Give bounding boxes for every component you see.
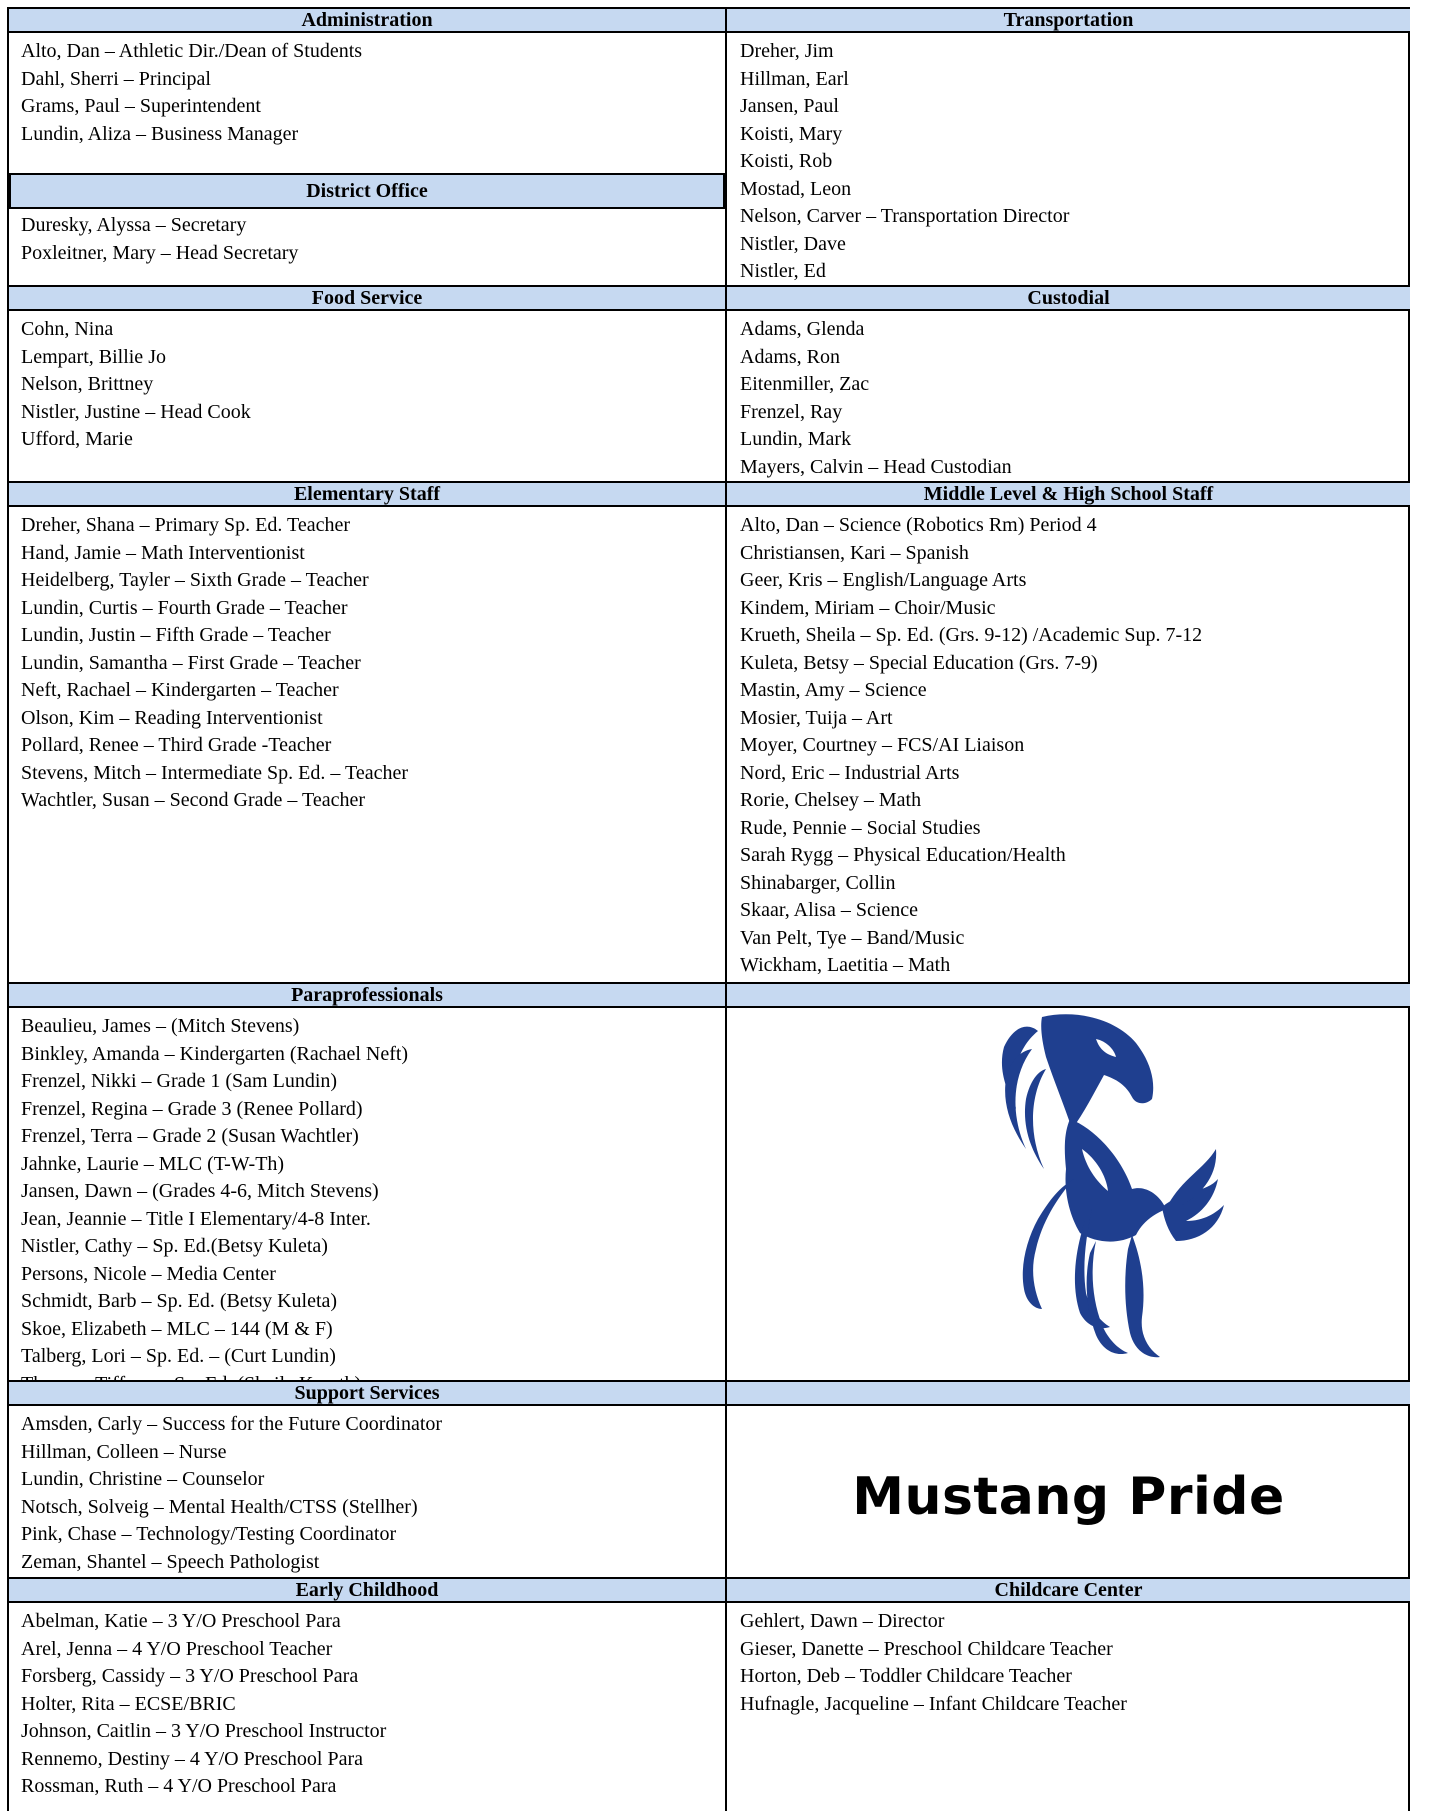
- section-header-middle-high-staff: Middle Level & High School Staff: [727, 481, 1410, 507]
- list-item: Frenzel, Nikki – Grade 1 (Sam Lundin): [21, 1070, 338, 1092]
- list-item: Lundin, Mark: [740, 428, 852, 450]
- list-item: Skaar, Alisa – Science: [740, 899, 919, 921]
- list-item: Wickham, Laetitia – Math: [740, 954, 951, 976]
- list-item: Lempart, Billie Jo: [21, 345, 166, 368]
- list-item: Notsch, Solveig – Mental Health/CTSS (Stellher): [21, 1495, 418, 1518]
- mustang-logo: [946, 1009, 1226, 1364]
- middle-high-staff-list: [740, 512, 1202, 980]
- section-header-district-office: District Office: [9, 173, 725, 209]
- list-item: Forsberg, Cassidy – 3 Y/O Preschool Para: [21, 1665, 359, 1687]
- list-item: Moyer, Courtney – FCS/AI Liaison: [740, 734, 1025, 756]
- list-item: Geer, Kris – English/Language Arts: [740, 569, 1027, 591]
- section-header-early-childhood: Early Childhood: [9, 1577, 725, 1603]
- list-item: Christiansen, Kari – Spanish: [740, 541, 969, 564]
- list-item: Nistler, Ed: [740, 260, 826, 282]
- list-item: Gehlert, Dawn – Director: [740, 1610, 945, 1632]
- list-item: Nistler, Cathy – Sp. Ed.(Betsy Kuleta): [21, 1235, 328, 1257]
- list-item: Koisti, Mary: [740, 122, 843, 145]
- list-item: Duresky, Alyssa – Secretary: [21, 214, 247, 236]
- district-office-list: [21, 212, 298, 267]
- list-item: Jansen, Paul: [740, 95, 839, 117]
- list-item: Nistler, Justine – Head Cook: [21, 400, 251, 423]
- list-item: Persons, Nicole – Media Center: [21, 1262, 276, 1285]
- list-item: Rennemo, Destiny – 4 Y/O Preschool Para: [21, 1747, 363, 1770]
- list-item: Van Pelt, Tye – Band/Music: [740, 926, 965, 949]
- section-header-support-services: Support Services: [9, 1380, 725, 1406]
- list-item: Binkley, Amanda – Kindergarten (Rachael Neft): [21, 1042, 409, 1065]
- list-item: Krueth, Sheila – Sp. Ed. (Grs. 9-12) /Academic Sup. 7-12: [740, 624, 1203, 646]
- list-item: Rorie, Chelsey – Math: [740, 789, 922, 811]
- list-item: Alto, Dan – Science (Robotics Rm) Period 4: [740, 514, 1097, 536]
- list-item: Amsden, Carly – Success for the Future Coordinator: [21, 1413, 443, 1435]
- list-item: Rossman, Ruth – 4 Y/O Preschool Para: [21, 1775, 337, 1797]
- list-item: Kuleta, Betsy – Special Education (Grs. 7-9): [740, 651, 1098, 674]
- list-item: Eitenmiller, Zac: [740, 373, 870, 395]
- early-childhood-list: [21, 1608, 386, 1801]
- list-item: Heidelberg, Tayler – Sixth Grade – Teacher: [21, 569, 369, 591]
- food-service-list: [21, 316, 251, 454]
- list-item: Adams, Ron: [740, 345, 840, 368]
- list-item: Nistler, Dave: [740, 232, 846, 255]
- list-item: Lundin, Aliza – Business Manager: [21, 122, 299, 145]
- paraprofessionals-list: [21, 1013, 408, 1398]
- list-item: Lundin, Curtis – Fourth Grade – Teacher: [21, 596, 348, 619]
- list-item: Koisti, Rob: [740, 150, 833, 172]
- list-item: Zeman, Shantel – Speech Pathologist: [21, 1550, 320, 1573]
- list-item: Lundin, Samantha – First Grade – Teacher: [21, 651, 361, 674]
- list-item: Nelson, Carver – Transportation Director: [740, 205, 1070, 227]
- list-item: Lundin, Justin – Fifth Grade – Teacher: [21, 624, 331, 646]
- list-item: Hand, Jamie – Math Interventionist: [21, 541, 305, 564]
- mustang-pride-heading: Mustang Pride: [852, 1467, 1285, 1527]
- list-item: Pink, Chase – Technology/Testing Coordinator: [21, 1523, 397, 1545]
- list-item: Olson, Kim – Reading Interventionist: [21, 706, 323, 729]
- list-item: Hillman, Earl: [740, 67, 849, 90]
- list-item: Dreher, Jim: [740, 40, 834, 62]
- list-item: Mastin, Amy – Science: [740, 679, 927, 701]
- list-item: Holter, Rita – ECSE/BRIC: [21, 1692, 236, 1715]
- column-divider: [725, 7, 727, 1811]
- list-item: Frenzel, Regina – Grade 3 (Renee Pollard): [21, 1097, 363, 1120]
- list-item: Dahl, Sherri – Principal: [21, 67, 211, 90]
- list-item: Grams, Paul – Superintendent: [21, 95, 261, 117]
- list-item: Nord, Eric – Industrial Arts: [740, 761, 960, 784]
- list-item: Jahnke, Laurie – MLC (T-W-Th): [21, 1152, 285, 1175]
- list-item: Arel, Jenna – 4 Y/O Preschool Teacher: [21, 1637, 333, 1660]
- list-item: Rude, Pennie – Social Studies: [740, 816, 981, 839]
- list-item: Talberg, Lori – Sp. Ed. – (Curt Lundin): [21, 1345, 336, 1367]
- list-item: Frenzel, Ray: [740, 400, 843, 423]
- list-item: Shinabarger, Collin: [740, 871, 896, 894]
- section-header-custodial: Custodial: [727, 285, 1410, 311]
- list-item: Mostad, Leon: [740, 177, 852, 200]
- list-item: Hillman, Colleen – Nurse: [21, 1440, 227, 1463]
- list-item: Neft, Rachael – Kindergarten – Teacher: [21, 679, 339, 701]
- support-services-list: [21, 1411, 442, 1576]
- list-item: Beaulieu, James – (Mitch Stevens): [21, 1015, 300, 1037]
- elementary-staff-list: [21, 512, 408, 815]
- list-item: Hufnagle, Jacqueline – Infant Childcare Teacher: [740, 1692, 1127, 1715]
- list-item: Mayers, Calvin – Head Custodian: [740, 455, 1012, 478]
- section-header-blank: [727, 982, 1410, 1008]
- list-item: Schmidt, Barb – Sp. Ed. (Betsy Kuleta): [21, 1290, 338, 1312]
- childcare-center-list: [740, 1608, 1127, 1718]
- mustang-icon: [946, 1009, 1226, 1364]
- section-header-food-service: Food Service: [9, 285, 725, 311]
- list-item: Johnson, Caitlin – 3 Y/O Preschool Instructor: [21, 1720, 387, 1742]
- list-item: Abelman, Katie – 3 Y/O Preschool Para: [21, 1610, 341, 1632]
- list-item: Stevens, Mitch – Intermediate Sp. Ed. – Teacher: [21, 761, 409, 784]
- list-item: Pollard, Renee – Third Grade -Teacher: [21, 734, 332, 756]
- section-header-paraprofessionals: Paraprofessionals: [9, 982, 725, 1008]
- list-item: Poxleitner, Mary – Head Secretary: [21, 241, 299, 264]
- list-item: Jean, Jeannie – Title I Elementary/4-8 Inter.: [21, 1207, 371, 1230]
- list-item: Gieser, Danette – Preschool Childcare Teacher: [740, 1637, 1113, 1660]
- section-header-transportation: Transportation: [727, 7, 1410, 33]
- list-item: Wachtler, Susan – Second Grade – Teacher: [21, 789, 366, 811]
- list-item: Alto, Dan – Athletic Dir./Dean of Students: [21, 40, 363, 62]
- list-item: Kindem, Miriam – Choir/Music: [740, 596, 996, 619]
- list-item: Mosier, Tuija – Art: [740, 706, 893, 729]
- list-item: Skoe, Elizabeth – MLC – 144 (M & F): [21, 1317, 333, 1340]
- list-item: Horton, Deb – Toddler Childcare Teacher: [740, 1665, 1072, 1687]
- section-header-blank-2: [727, 1380, 1410, 1406]
- section-header-childcare-center: Childcare Center: [727, 1577, 1410, 1603]
- list-item: Ufford, Marie: [21, 428, 133, 450]
- list-item: Lundin, Christine – Counselor: [21, 1468, 265, 1490]
- list-item: Jansen, Dawn – (Grades 4-6, Mitch Stevens): [21, 1180, 379, 1202]
- transportation-list: [740, 38, 1069, 286]
- section-header-elementary-staff: Elementary Staff: [9, 481, 725, 507]
- list-item: Cohn, Nina: [21, 318, 114, 340]
- custodial-list: [740, 316, 1012, 481]
- administration-list: [21, 38, 362, 148]
- list-item: Nelson, Brittney: [21, 373, 154, 395]
- section-header-administration: Administration: [9, 7, 725, 33]
- list-item: Dreher, Shana – Primary Sp. Ed. Teacher: [21, 514, 350, 536]
- list-item: Adams, Glenda: [740, 318, 865, 340]
- list-item: Frenzel, Terra – Grade 2 (Susan Wachtler): [21, 1125, 359, 1147]
- list-item: Sarah Rygg – Physical Education/Health: [740, 844, 1066, 866]
